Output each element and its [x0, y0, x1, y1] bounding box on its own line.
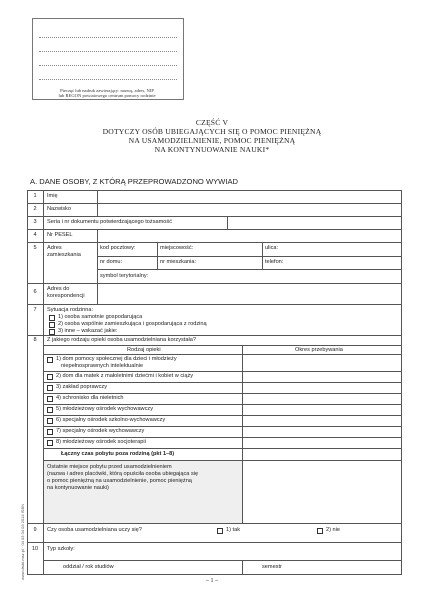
row-number: 8	[33, 337, 37, 343]
label-territorial-symbol: symbol terytorialny:	[100, 273, 149, 279]
label-house-number: nr domu:	[100, 259, 123, 265]
part-subtitle: NA USAMODZIELNIENIE, POMOC PIENIĘŻNĄ	[128, 136, 296, 145]
label-last-name: Nazwisko	[47, 206, 71, 212]
side-print-text: www.druki.msz.pl · 04 03 04 03 2014 ISBN	[20, 503, 25, 580]
row-number: 5	[33, 245, 37, 251]
checkbox-care-2[interactable]	[47, 374, 53, 380]
label-total-stay: Łączny czas pobytu poza rodziną (pkt 1–8)	[61, 451, 175, 457]
label-school-type: Typ szkoły:	[47, 546, 75, 552]
stamp-caption-line: Pieczęć lub nadruk zawierający: nazwę, adres, NIP	[60, 88, 154, 93]
label-pesel: Nr PESEL	[47, 232, 73, 238]
care-option-1-cont: niepełnosprawnych intelektualnie	[61, 363, 144, 369]
column-care-type: Rodzaj opieki	[127, 347, 161, 353]
row-number: 7	[33, 307, 37, 313]
option-family-1: 1) osoba samotnie gospodarująca	[58, 314, 143, 320]
checkbox-care-7[interactable]	[47, 429, 53, 435]
row-number: 6	[33, 289, 37, 295]
checkbox-family-1[interactable]	[49, 315, 55, 321]
column-stay-period: Okres przebywania	[295, 347, 343, 353]
checkbox-care-8[interactable]	[47, 440, 53, 446]
label-last-place-cont: o pomoc pieniężną na usamodzielnienie, pomoc pieniężną	[47, 478, 192, 484]
row-number: 3	[33, 219, 37, 225]
label-city: miejscowość:	[160, 245, 194, 251]
row-number: 10	[31, 546, 39, 552]
label-first-name: Imię	[47, 193, 58, 199]
care-option-6: 6) specjalny ośrodek szkolno-wychowawczy	[56, 417, 166, 423]
label-address: Adres zamieszkania	[47, 245, 81, 258]
option-no: 2) nie	[326, 527, 340, 533]
form-table	[27, 190, 402, 575]
checkbox-care-6[interactable]	[47, 418, 53, 424]
care-option-4: 4) schronisko dla nieletnich	[56, 395, 124, 401]
stamp-caption	[32, 88, 182, 99]
label-last-place: Ostatnie miejsce pobytu przed usamodzielnieniem	[47, 464, 172, 470]
label-apartment-number: nr mieszkania:	[160, 259, 197, 265]
checkbox-family-3[interactable]	[49, 329, 55, 335]
care-option-8: 8) młodzieżowy ośrodek socjoterapii	[56, 439, 146, 445]
checkbox-family-2[interactable]	[49, 322, 55, 328]
option-family-2: 2) osoba wspólnie zamieszkująca i gospodarująca z rodziną	[58, 321, 207, 327]
part-title: CZĘŚĆ V	[195, 118, 229, 127]
label-is-studying: Czy osoba usamodzielniana uczy się?	[47, 527, 142, 533]
stamp-caption-line: lub REGON powiatowego centrum pomocy rodzinie	[58, 93, 156, 99]
label-correspondence-address: Adres do korespondencji	[47, 286, 85, 299]
checkbox-care-1[interactable]	[47, 357, 53, 363]
checkbox-care-3[interactable]	[47, 385, 53, 391]
label-last-place-cont: na kontynuowanie nauki)	[47, 485, 109, 491]
part-subtitle: DOTYCZY OSÓB UBIEGAJĄCYCH SIĘ O POMOC PIENIĘŻNĄ	[102, 127, 322, 136]
care-option-1: 1) dom pomocy społecznej dla dzieci i młodzieży	[56, 356, 177, 362]
label-phone: telefon:	[265, 259, 284, 265]
row-number: 1	[33, 193, 37, 199]
label-class-year: oddział / rok studiów	[63, 564, 114, 570]
option-yes: 1) tak	[226, 527, 240, 533]
label-last-place-cont: (nazwa i adres placówki, którą opuściła osoba ubiegająca się	[47, 471, 199, 477]
checkbox-care-4[interactable]	[47, 396, 53, 402]
checkbox-care-5[interactable]	[47, 407, 53, 413]
care-option-3: 3) zakład poprawczy	[56, 384, 107, 390]
care-option-2: 2) dom dla matek z małoletnimi dziećmi i kobiet w ciąży	[56, 373, 194, 379]
section-heading: A. DANE OSOBY, Z KTÓRĄ PRZEPROWADZONO WYWIAD	[30, 177, 239, 186]
label-care-type-question: Z jakiego rodzaju opieki osoba usamodzielniana korzystała?	[47, 337, 196, 343]
checkbox-studying-yes[interactable]	[217, 528, 223, 534]
row-number: 9	[33, 527, 37, 533]
option-family-3: 3) inne – wskazać jakie:	[58, 328, 118, 334]
label-street: ulica:	[265, 245, 279, 251]
care-option-7: 7) specjalny ośrodek wychowawczy	[56, 428, 145, 434]
care-option-5: 5) młodzieżowy ośrodek wychowawczy	[56, 406, 153, 412]
label-semester: semestr	[262, 564, 282, 570]
part-subtitle: NA KONTYNUOWANIE NAUKI*	[154, 145, 270, 154]
label-id-document: Seria i nr dokumentu potwierdzającego tożsamość	[47, 219, 172, 225]
label-family-situation: Sytuacja rodzinna:	[47, 307, 94, 313]
label-postal-code: kod pocztowy:	[100, 245, 136, 251]
page-number: – 1 –	[206, 578, 218, 584]
checkbox-studying-no[interactable]	[317, 528, 323, 534]
row-number: 4	[33, 232, 37, 238]
row-number: 2	[33, 206, 37, 212]
